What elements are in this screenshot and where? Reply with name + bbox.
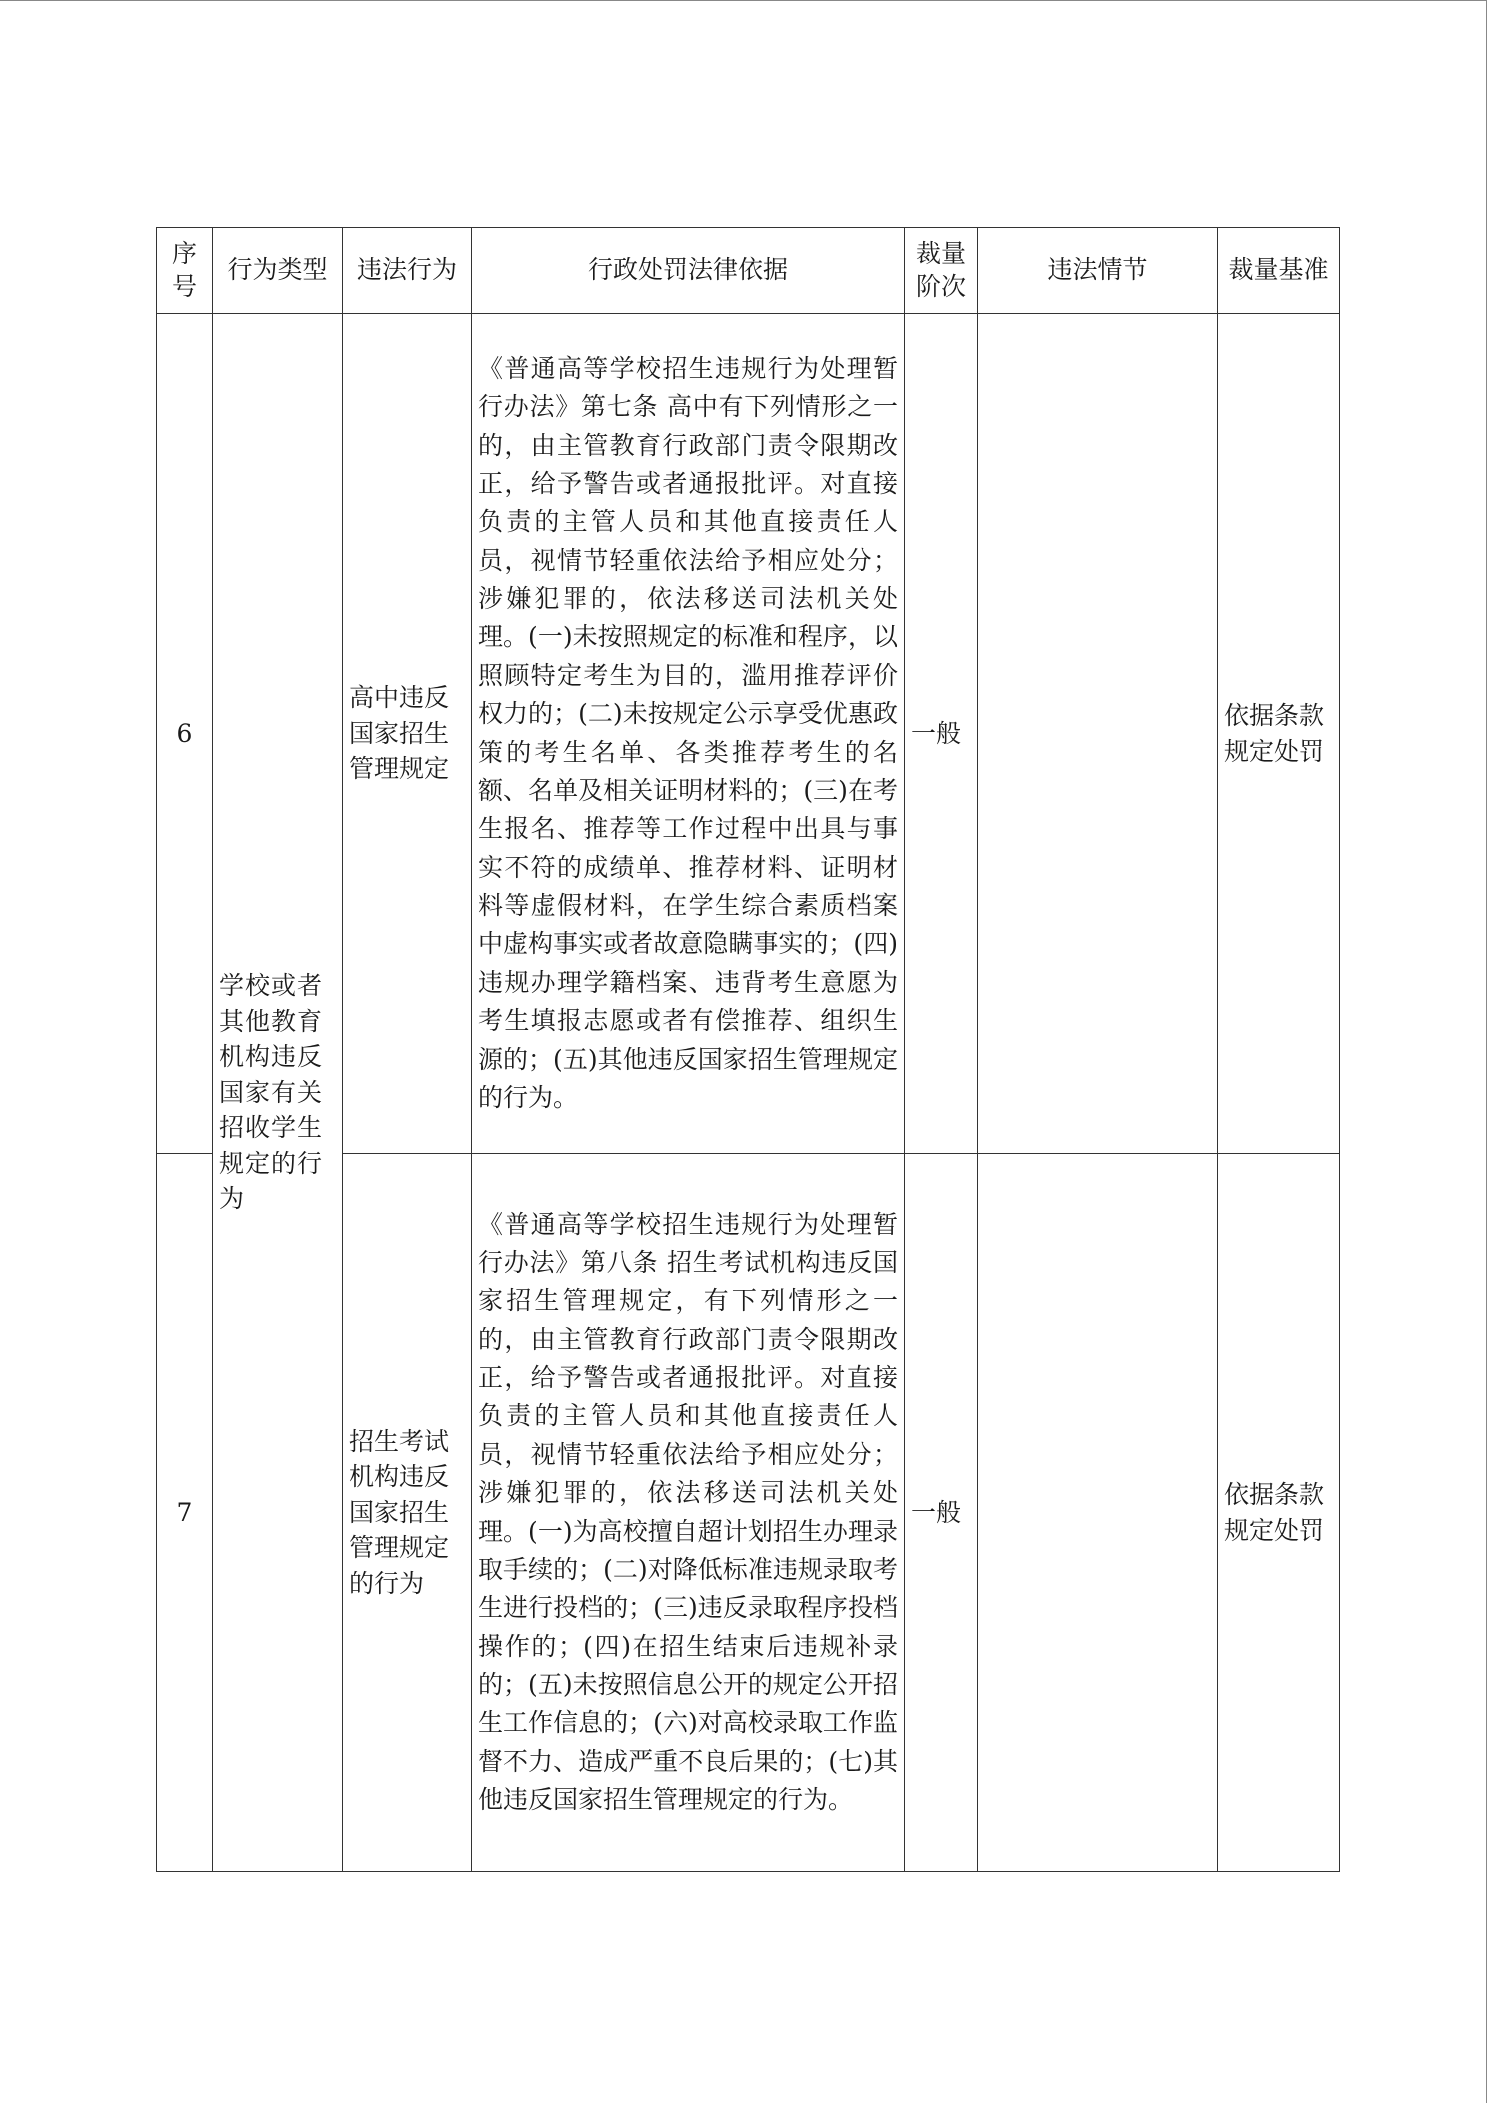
header-act: 违法行为 [343, 228, 472, 314]
legal-basis: 《普通高等学校招生违规行为处理暂行办法》第八条 招生考试机构违反国家招生管理规定，有下列情形之一的，由主管教育行政部门责令限期改正，给予警告或者通报批评。对直接负责的主管人员和其他直接责任人员，视情节轻重依法给予相应处分；涉嫌犯罪的，依法移送司法机关处理。(一)为高校擅自超计划招生办理录取手续的；(二)对降低标准违规录取考生进行投档的；(三)违反录取程序投档操作的；(四)在招生结束后违规补录的；(五)未按照信息公开的规定公开招生工作信息的；(六)对高校录取工作监督不力、造成严重不良后果的；(七)其他违反国家招生管理规定的行为。 [472, 1154, 905, 1872]
table-row [157, 314, 1340, 1154]
violation-act: 高中违反国家招生管理规定 [343, 314, 472, 1154]
violation-circumstance [978, 1154, 1218, 1872]
header-type: 行为类型 [213, 228, 343, 314]
header-row [157, 228, 1340, 314]
row-number: 6 [157, 314, 213, 1154]
violation-act: 招生考试机构违反国家招生管理规定的行为 [343, 1154, 472, 1872]
legal-basis: 《普通高等学校招生违规行为处理暂行办法》第七条 高中有下列情形之一的，由主管教育行政部门责令限期改正，给予警告或者通报批评。对直接负责的主管人员和其他直接责任人员，视情节轻重依法给予相应处分；涉嫌犯罪的，依法移送司法机关处理。(一)未按照规定的标准和程序，以照顾特定考生为目的，滥用推荐评价权力的；(二)未按规定公示享受优惠政策的考生名单、各类推荐考生的名额、名单及相关证明材料的；(三)在考生报名、推荐等工作过程中出具与事实不符的成绩单、推荐材料、证明材料等虚假材料，在学生综合素质档案中虚构事实或者故意隐瞒事实的；(四)违规办理学籍档案、违背考生意愿为考生填报志愿或者有偿推荐、组织生源的；(五)其他违反国家招生管理规定的行为。 [472, 314, 905, 1154]
row-number: 7 [157, 1154, 213, 1872]
discretion-level: 一般 [905, 314, 978, 1154]
behavior-type-cell [213, 314, 343, 1872]
discretion-level: 一般 [905, 1154, 978, 1872]
violation-circumstance [978, 314, 1218, 1154]
header-basis: 行政处罚法律依据 [472, 228, 905, 314]
header-level: 裁量阶次 [905, 228, 978, 314]
header-no: 序号 [157, 228, 213, 314]
discretion-standard: 依据条款规定处罚 [1218, 314, 1340, 1154]
penalty-discretion-table [156, 227, 1340, 1872]
header-standard: 裁量基准 [1218, 228, 1340, 314]
behavior-type-text: 学校或者其他教育机构违反国家有关招收学生规定的行为 [219, 971, 324, 1214]
header-circumstance: 违法情节 [978, 228, 1218, 314]
discretion-standard: 依据条款规定处罚 [1218, 1154, 1340, 1872]
